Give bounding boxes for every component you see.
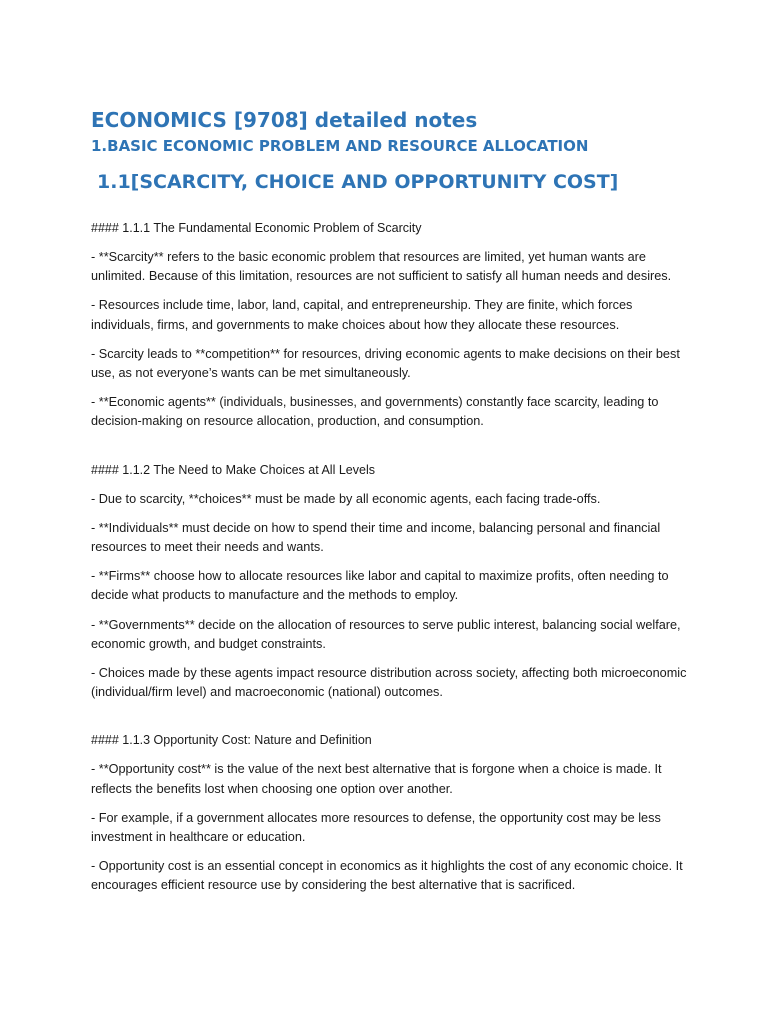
paragraph: - **Governments** decide on the allocation of resources to serve public interest, balancing social welfare, economic growth, and budget constraints.	[91, 617, 681, 651]
paragraph: - Opportunity cost is an essential concept in economics as it highlights the cost of any economic choice. It encourages efficient resource use by considering the best alternative that is sacrificed.	[91, 859, 683, 893]
paragraph: - Scarcity leads to **competition** for resources, driving economic agents to make decisions on their best use, as not everyone’s wants can be met simultaneously.	[91, 346, 680, 381]
subsection-heading: #### 1.1.3 Opportunity Cost: Nature and Definition	[91, 733, 372, 748]
paragraph: - **Opportunity cost** is the value of the next best alternative that is forgone when a choice is made. It reflects the benefits lost when choosing one option over another.	[91, 762, 662, 796]
subsection-heading: #### 1.1.1 The Fundamental Economic Problem of Scarcity	[91, 221, 422, 235]
document-subtitle: 1.BASIC ECONOMIC PROBLEM AND RESOURCE ALLOCATION	[91, 137, 589, 155]
paragraph: - Resources include time, labor, land, capital, and entrepreneurship. They are finite, which forces individuals, firms, and governments to make choices about how they allocate these resources.	[91, 298, 633, 332]
paragraph: - Choices made by these agents impact resource distribution across society, affecting both microeconomic (individual/firm level) and macroeconomic (national) outcomes.	[91, 666, 687, 700]
section-heading: 1.1[SCARCITY, CHOICE AND OPPORTUNITY COST]	[97, 171, 619, 193]
paragraph: - **Economic agents** (individuals, businesses, and governments) constantly face scarcity, leading to decision-making on resource allocation, production, and consumption.	[91, 395, 659, 429]
paragraph: - **Individuals** must decide on how to spend their time and income, balancing personal and financial resources to meet their needs and wants.	[91, 520, 661, 555]
paragraph: - **Scarcity** refers to the basic economic problem that resources are limited, yet human wants are unlimited. Because of this limitation, resources are not sufficient to satisfy all human needs and desires.	[91, 250, 672, 284]
paragraph: - Due to scarcity, **choices** must be made by all economic agents, each facing trade-offs.	[91, 491, 601, 506]
document-title: ECONOMICS [9708] detailed notes	[91, 108, 478, 132]
subsection-choices	[91, 461, 690, 703]
paragraph: - For example, if a government allocates more resources to defense, the opportunity cost may be less investment in healthcare or education.	[91, 810, 661, 845]
subsection-opportunity-cost	[91, 731, 690, 895]
subsection-heading: #### 1.1.2 The Need to Make Choices at All Levels	[91, 462, 375, 477]
subsection-scarcity	[91, 219, 690, 432]
paragraph: - **Firms** choose how to allocate resources like labor and capital to maximize profits, often needing to decide what products to manufacture and the methods to employ.	[91, 569, 669, 603]
